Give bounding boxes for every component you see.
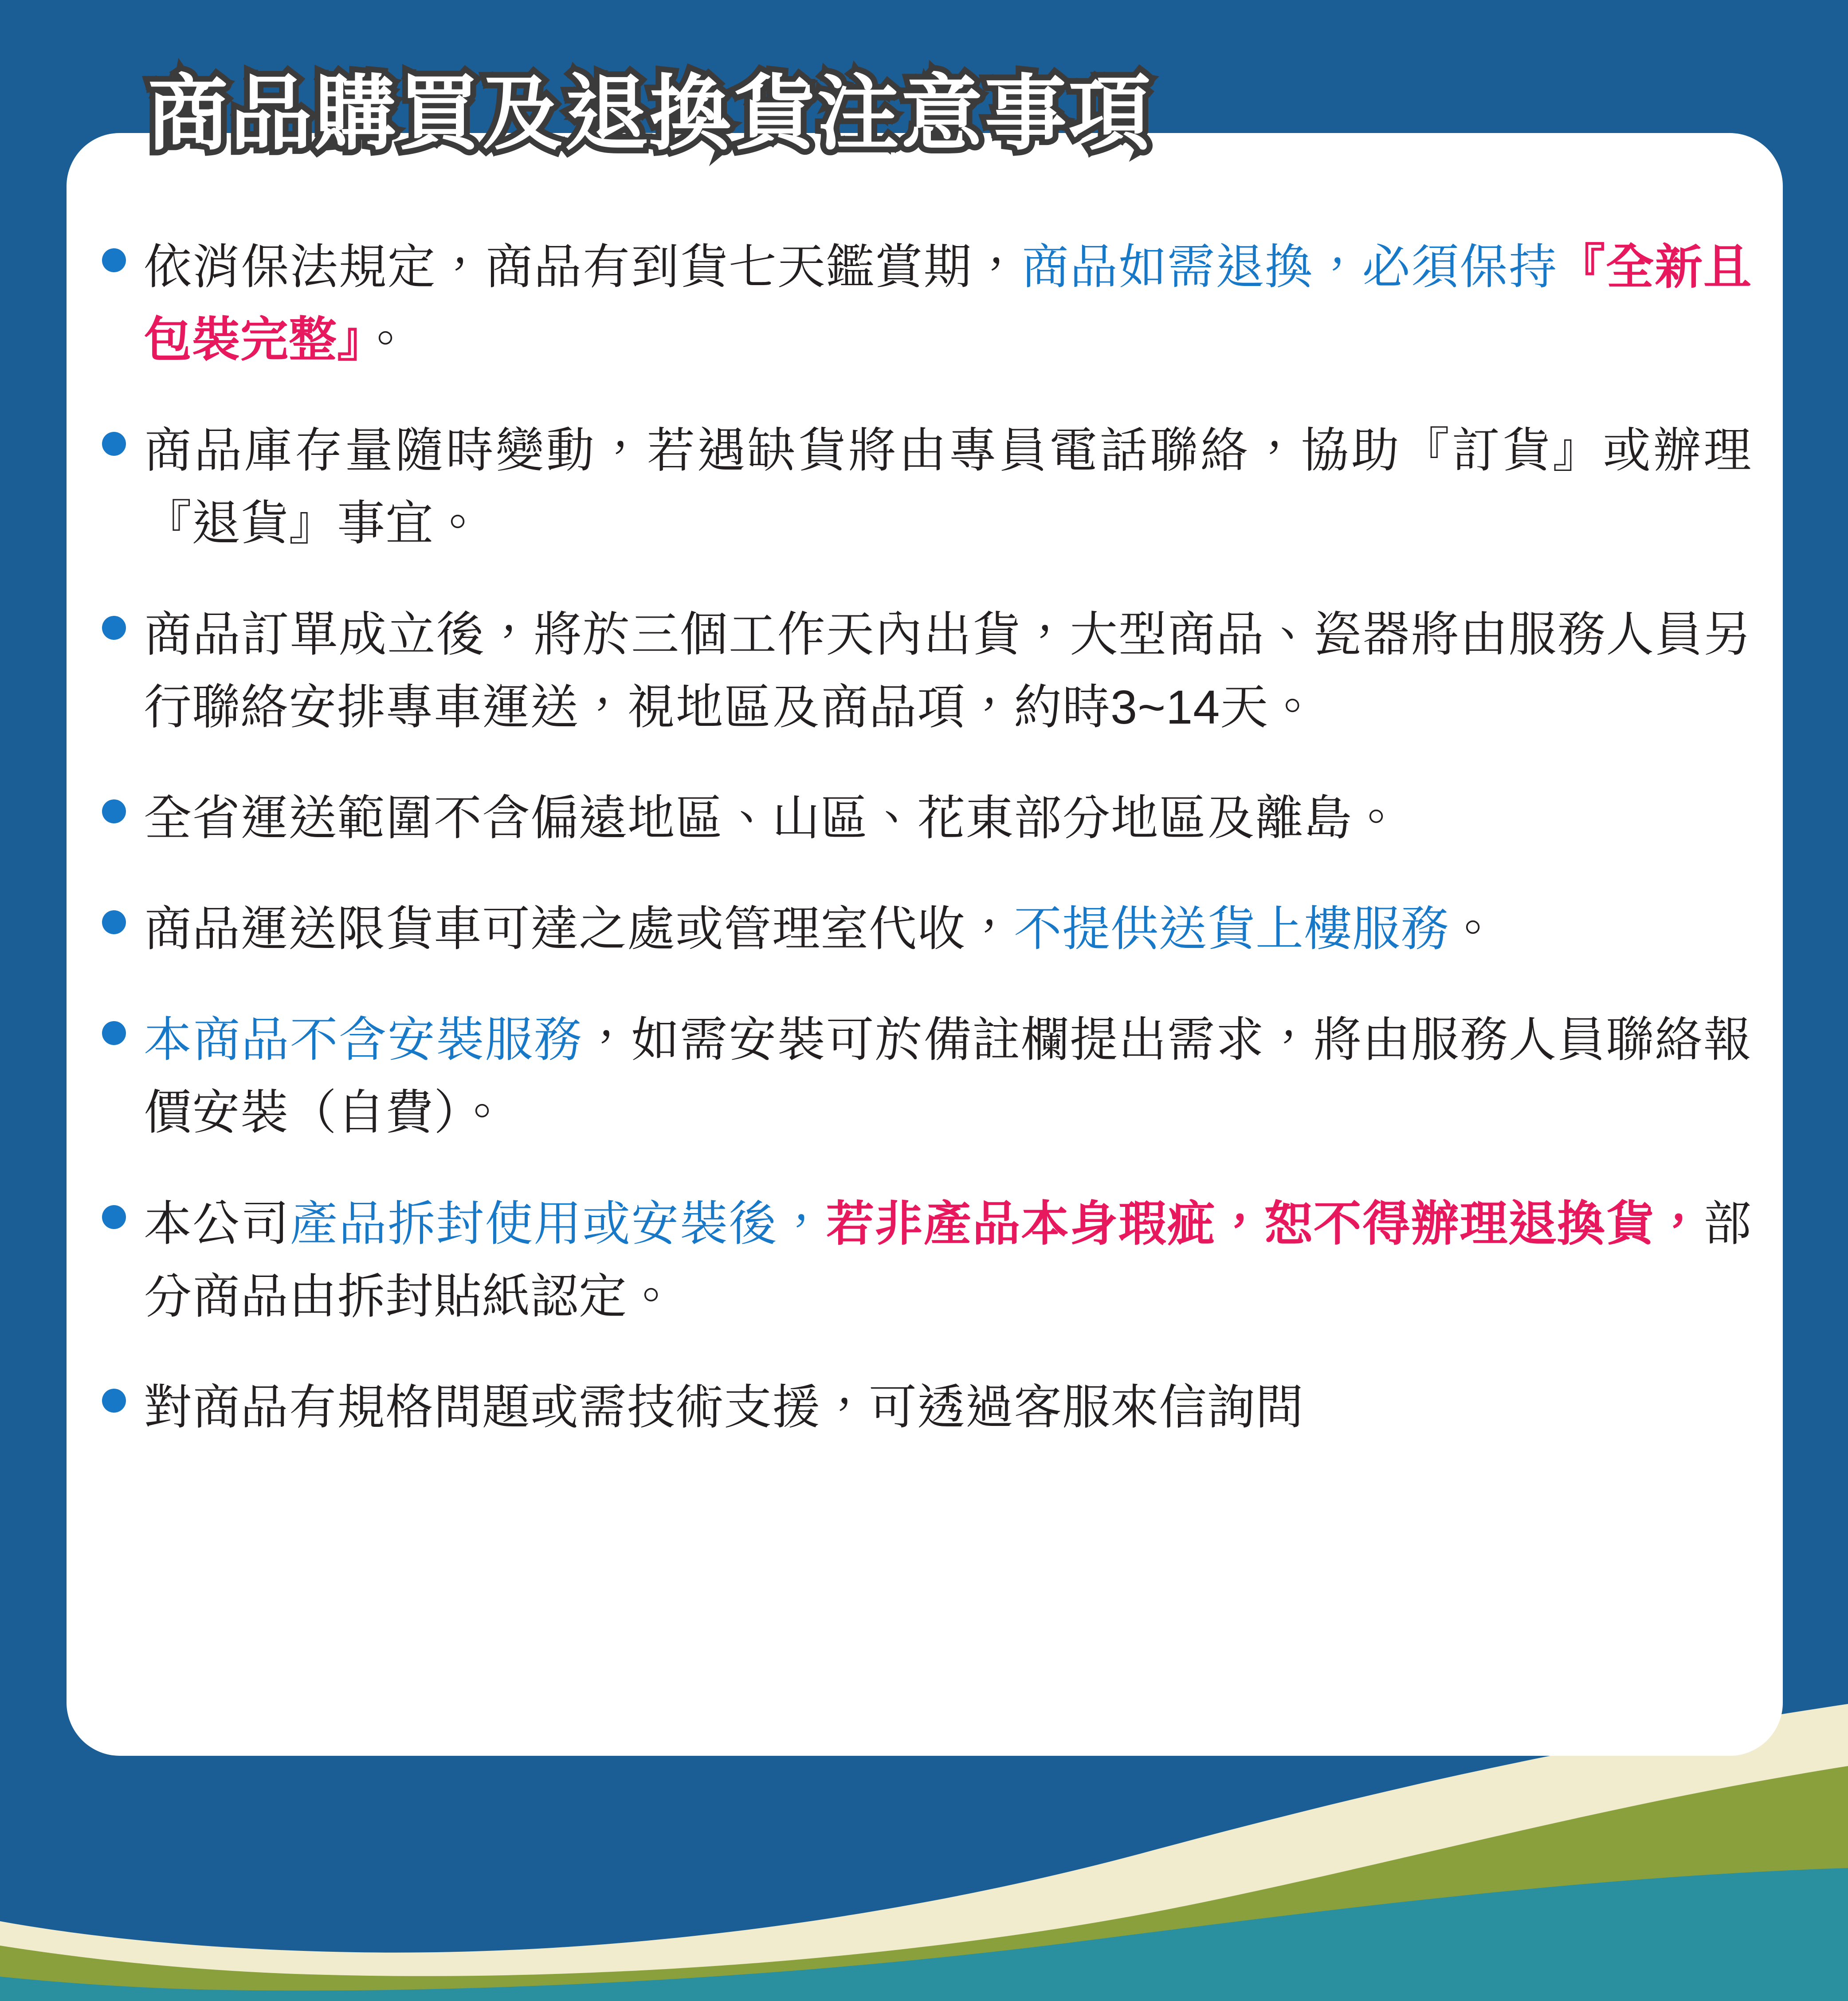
list-item-item-shipping-time	[102, 598, 1752, 744]
text-segment: 本商品不含安裝服務	[144, 1013, 583, 1067]
list-item-item-cooling-off	[102, 231, 1752, 376]
notice-text	[144, 1371, 1752, 1444]
text-segment: 『全新且包裝完整』	[144, 240, 1752, 367]
notice-text	[144, 782, 1752, 854]
bullet-icon	[102, 432, 126, 456]
page-title: 商品購買及退換貨注意事項	[146, 68, 1152, 160]
list-item-item-truck-access	[102, 893, 1752, 965]
bullet-icon	[102, 910, 126, 934]
text-segment: 本公司	[144, 1196, 290, 1250]
text-segment: 。	[1449, 902, 1498, 956]
list-item-item-stock	[102, 414, 1752, 560]
list-item-item-delivery-area	[102, 782, 1752, 854]
list-item-item-support	[102, 1371, 1752, 1444]
bullet-icon	[102, 1021, 126, 1045]
text-segment: 依消保法規定，商品有到貨七天鑑賞期，	[144, 240, 1021, 294]
text-segment: 不提供送貨上樓服務	[1014, 902, 1449, 956]
bullet-icon	[102, 799, 126, 823]
text-segment: 對商品有規格問題或需技術支援，可透過客服來信詢問	[144, 1380, 1304, 1434]
bullet-icon	[102, 1389, 126, 1413]
notice-list	[102, 231, 1752, 1482]
notice-text	[144, 231, 1752, 376]
text-segment: 商品運送限貨車可達之處或管理室代收，	[144, 902, 1014, 956]
notice-text	[144, 893, 1752, 965]
list-item-item-unpacked-return	[102, 1187, 1752, 1333]
text-segment: 部分商品由拆封貼紙認定。	[144, 1196, 1752, 1323]
notice-text	[144, 598, 1752, 744]
text-segment: 若非產品本身瑕疵，恕不得辦理退換貨，	[826, 1196, 1703, 1250]
notice-text	[144, 1003, 1752, 1149]
notice-text	[144, 414, 1752, 560]
text-segment: 商品訂單成立後，將於三個工作天內出貨，大型商品、瓷器將由服務人員另行聯絡安排專車運送，視地區及商品項，約時3~14天。	[144, 607, 1752, 734]
bullet-icon	[102, 616, 126, 640]
text-segment: 全省運送範圍不含偏遠地區、山區、花東部分地區及離島。	[144, 791, 1401, 845]
text-segment: 產品拆封使用或安裝後，	[290, 1196, 826, 1250]
text-segment: ，如需安裝可於備註欄提出需求，將由服務人員聯絡報價安裝（自費）。	[144, 1013, 1752, 1140]
text-segment: 商品如需退換，必須保持	[1021, 240, 1558, 294]
bullet-icon	[102, 1205, 126, 1229]
text-segment: 。	[361, 313, 410, 367]
list-item-item-installation	[102, 1003, 1752, 1149]
bullet-icon	[102, 248, 126, 272]
text-segment: 商品庫存量隨時變動，若遇缺貨將由專員電話聯絡，協助『訂貨』或辦理『退貨』事宜。	[144, 423, 1752, 550]
notice-text	[144, 1187, 1752, 1333]
